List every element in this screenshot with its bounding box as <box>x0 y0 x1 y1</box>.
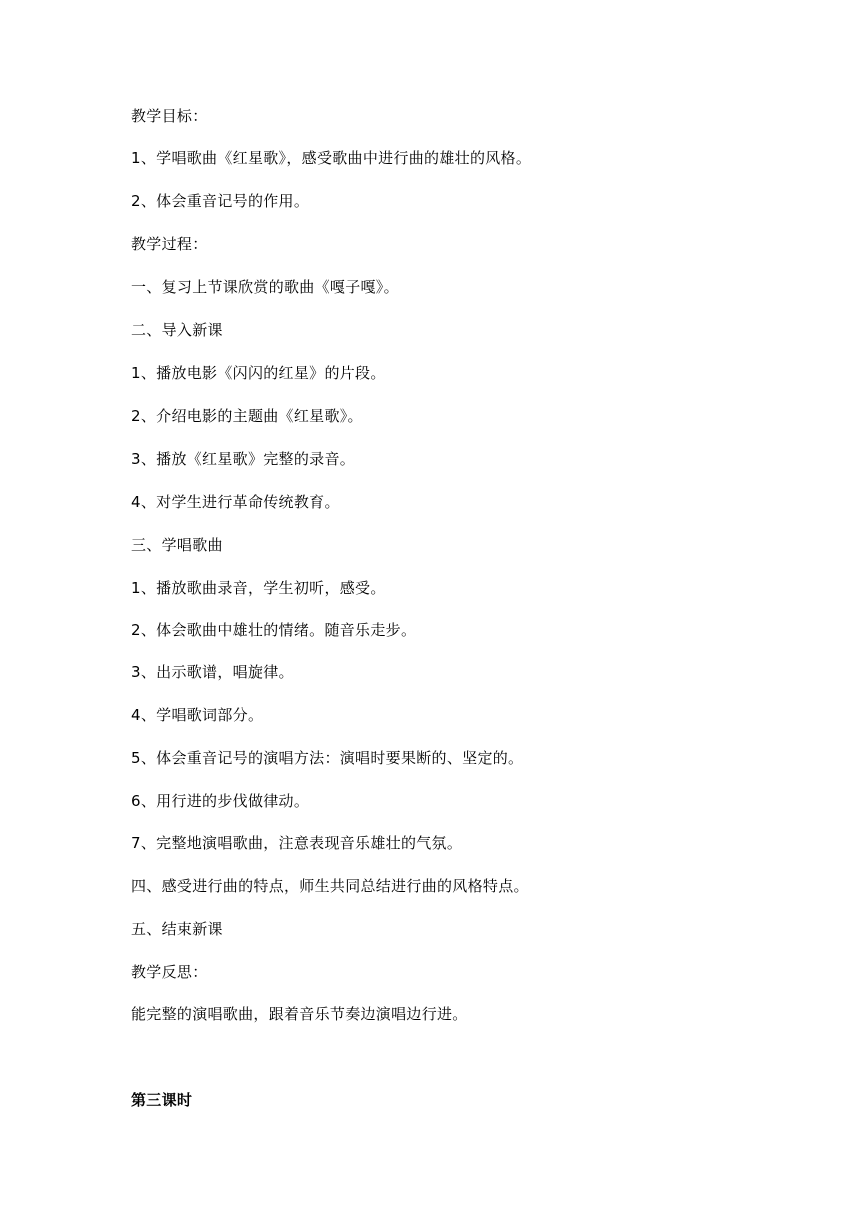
paragraph-intro-item-1: 1、播放电影《闪闪的红星》的片段。 <box>131 364 386 382</box>
paragraph-intro-item-4: 4、对学生进行革命传统教育。 <box>131 493 340 511</box>
paragraph-goal-2: 2、体会重音记号的作用。 <box>131 192 310 210</box>
paragraph-step-1-review: 一、复习上节课欣赏的歌曲《嘎子嘎》。 <box>131 278 399 296</box>
paragraph-intro-item-3: 3、播放《红星歌》完整的录音。 <box>131 450 356 468</box>
paragraph-learn-item-2: 2、体会歌曲中雄壮的情绪。随音乐走步。 <box>131 621 417 639</box>
paragraph-step-2-intro: 二、导入新课 <box>131 321 223 339</box>
paragraph-step-5-end: 五、结束新课 <box>131 920 223 938</box>
section-heading: 第三课时 <box>131 1091 193 1109</box>
paragraph-learn-item-6: 6、用行进的步伐做律动。 <box>131 792 310 810</box>
paragraph-teaching-process-heading: 教学过程： <box>131 235 208 253</box>
paragraph-step-3-learn: 三、学唱歌曲 <box>131 536 223 554</box>
paragraph-learn-item-7: 7、完整地演唱歌曲，注意表现音乐雄壮的气氛。 <box>131 834 463 852</box>
paragraph-learn-item-1: 1、播放歌曲录音，学生初听，感受。 <box>131 579 386 597</box>
paragraph-reflection-text: 能完整的演唱歌曲，跟着音乐节奏边演唱边行进。 <box>131 1005 468 1023</box>
paragraph-learn-item-3: 3、出示歌谱，唱旋律。 <box>131 663 294 681</box>
paragraph-teaching-goals-heading: 教学目标： <box>131 107 208 125</box>
paragraph-learn-item-5: 5、体会重音记号的演唱方法：演唱时要果断的、坚定的。 <box>131 749 524 767</box>
paragraph-learn-item-4: 4、学唱歌词部分。 <box>131 706 264 724</box>
paragraph-reflection-heading: 教学反思： <box>131 963 208 981</box>
paragraph-step-4-summary: 四、感受进行曲的特点，师生共同总结进行曲的风格特点。 <box>131 877 529 895</box>
paragraph-intro-item-2: 2、介绍电影的主题曲《红星歌》。 <box>131 407 363 425</box>
paragraph-goal-1: 1、学唱歌曲《红星歌》，感受歌曲中进行曲的雄壮的风格。 <box>131 149 532 167</box>
